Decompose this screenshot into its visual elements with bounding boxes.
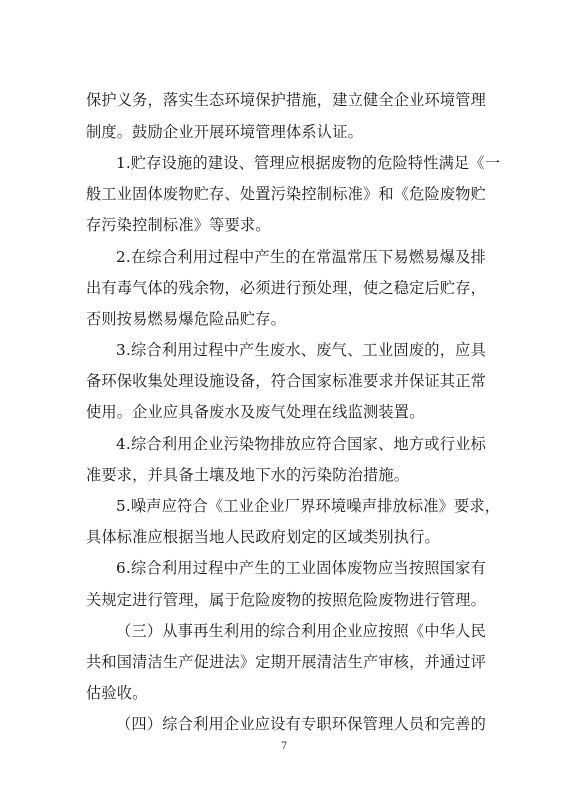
text-line-2: 制度。鼓励企业开展环境管理体系认证。 [86, 123, 363, 141]
text-line-19: 共和国清洁生产促进法》定期开展清洁生产审核，并通过评 [86, 653, 487, 671]
text-line-11: 使用。企业应具备废水及废气处理在线监测装置。 [86, 403, 425, 421]
text-line-21: （四）综合利用企业应设有专职环保管理人员和完善的 [116, 715, 486, 733]
text-line-10: 备环保收集处理设施设备，符合国家标准要求并保证其正常 [86, 372, 487, 390]
text-line-1: 保护义务，落实生态环境保护措施，建立健全企业环境管理 [86, 91, 487, 109]
text-line-4: 般工业固体废物贮存、处置污染控制标准》和《危险废物贮 [86, 185, 487, 203]
text-line-14: 5.噪声应符合《工业企业厂界环境噪声排放标准》要求， [116, 497, 501, 515]
text-line-20: 估验收。 [86, 684, 148, 702]
text-line-3: 1.贮存设施的建设、管理应根据废物的危险特性满足《一 [116, 154, 501, 172]
text-line-12: 4.综合利用企业污染物排放应符合国家、地方或行业标 [116, 435, 486, 453]
text-line-8: 否则按易燃易爆危险品贮存。 [86, 310, 287, 328]
text-line-15: 具体标准应根据当地人民政府划定的区域类别执行。 [86, 528, 440, 546]
page-number: 7 [280, 741, 288, 752]
text-line-17: 关规定进行管理，属于危险废物的按照危险废物进行管理。 [86, 591, 487, 609]
text-line-5: 存污染控制标准》等要求。 [86, 216, 271, 234]
text-line-9: 3.综合利用过程中产生废水、废气、工业固废的，应具 [116, 341, 486, 359]
text-line-16: 6.综合利用过程中产生的工业固体废物应当按照国家有 [116, 559, 486, 577]
text-line-18: （三）从事再生利用的综合利用企业应按照《中华人民 [116, 622, 486, 640]
text-line-13: 准要求，并具备土壤及地下水的污染防治措施。 [86, 466, 410, 484]
text-line-6: 2.在综合利用过程中产生的在常温常压下易燃易爆及排 [116, 248, 486, 266]
text-line-7: 出有毒气体的残余物，必须进行预处理，使之稳定后贮存， [86, 279, 487, 297]
